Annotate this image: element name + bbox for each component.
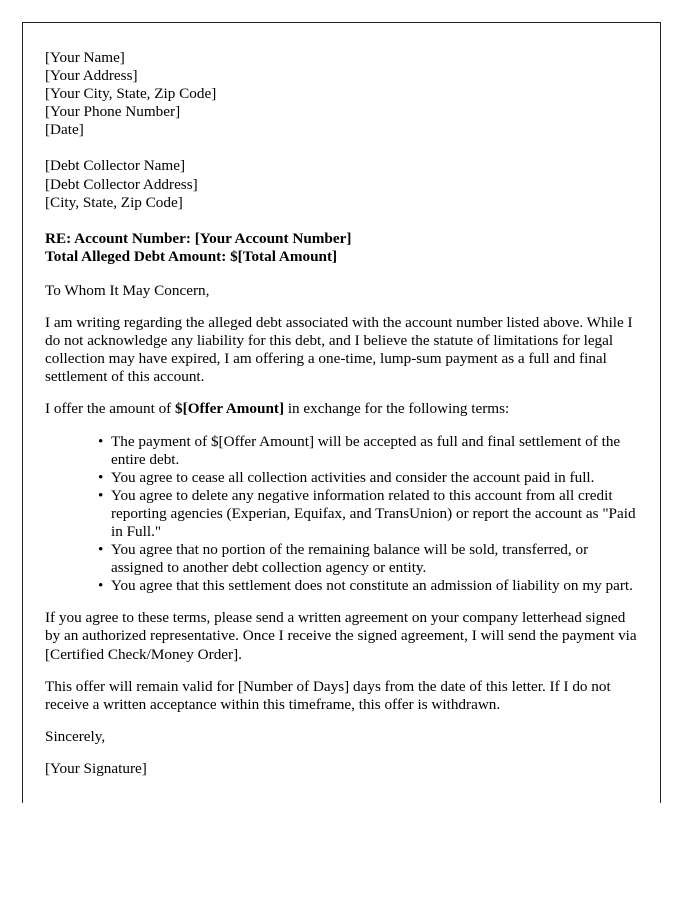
sender-address-block	[45, 49, 642, 139]
spacer	[45, 300, 642, 314]
spacer	[45, 746, 642, 760]
paragraph-intro: I am writing regarding the alleged debt associated with the account number listed above. While I do not acknowledge any liability for this debt, and I believe the statute of limitations for legal collection may have expired, I am offering a one-time, lump-sum payment as a full and final settlement of this account.	[45, 314, 633, 386]
subject-total-amount: Total Alleged Debt Amount: $[Total Amount]	[45, 247, 338, 265]
recipient-name: [Debt Collector Name]	[45, 157, 186, 175]
sender-street: [Your Address]	[45, 67, 138, 85]
list-item: • You agree that no portion of the remaining balance will be sold, transferred, or assigned to another debt collection agency or entity.	[98, 541, 642, 577]
spacer	[45, 714, 642, 728]
paragraph-validity: This offer will remain valid for [Number of Days] days from the date of this letter. If I do not receive a written acceptance within this timeframe, this offer is withdrawn.	[45, 677, 611, 713]
terms-list	[45, 433, 642, 596]
spacer	[45, 139, 642, 157]
document-body	[23, 23, 660, 778]
paragraph-agreement: If you agree to these terms, please send a written agreement on your company letterhead signed by an authorized representative. Once I receive the signed agreement, I will send the payment via [Certified Check/Money Order].	[45, 609, 637, 663]
offer-amount: $[Offer Amount]	[175, 400, 285, 418]
closing: Sincerely,	[45, 727, 106, 745]
signature-block	[45, 760, 642, 778]
document-page	[22, 22, 661, 803]
signature-placeholder: [Your Signature]	[45, 759, 147, 777]
spacer	[45, 266, 642, 282]
list-item: • You agree to delete any negative information related to this account from all credit reporting agencies (Experian, Equifax, and TransUnion) or report the account as "Paid in Full."	[98, 487, 642, 541]
recipient-street: [Debt Collector Address]	[45, 175, 198, 193]
subject-account-number: RE: Account Number: [Your Account Number]	[45, 229, 352, 247]
list-item: • You agree that this settlement does not constitute an admission of liability on my part.	[98, 577, 642, 595]
spacer	[45, 386, 642, 400]
list-item: • You agree to cease all collection activities and consider the account paid in full.	[98, 469, 642, 487]
sender-city-state-zip: [Your City, State, Zip Code]	[45, 85, 217, 103]
spacer	[45, 419, 642, 433]
letter-content	[45, 49, 642, 778]
offer-line	[45, 400, 642, 418]
spacer	[45, 664, 642, 678]
sender-phone: [Your Phone Number]	[45, 103, 181, 121]
spacer	[45, 595, 642, 609]
letter-date: [Date]	[45, 121, 84, 139]
recipient-city-state-zip: [City, State, Zip Code]	[45, 193, 183, 211]
list-item: • The payment of $[Offer Amount] will be accepted as full and final settlement of the entire debt.	[98, 433, 642, 469]
offer-line-prefix: I offer the amount of	[45, 400, 176, 418]
salutation: To Whom It May Concern,	[45, 281, 210, 299]
recipient-address-block	[45, 157, 642, 211]
sender-name: [Your Name]	[45, 49, 125, 66]
spacer	[45, 212, 642, 230]
subject-block	[45, 230, 642, 266]
offer-line-suffix: in exchange for the following terms:	[284, 400, 510, 418]
